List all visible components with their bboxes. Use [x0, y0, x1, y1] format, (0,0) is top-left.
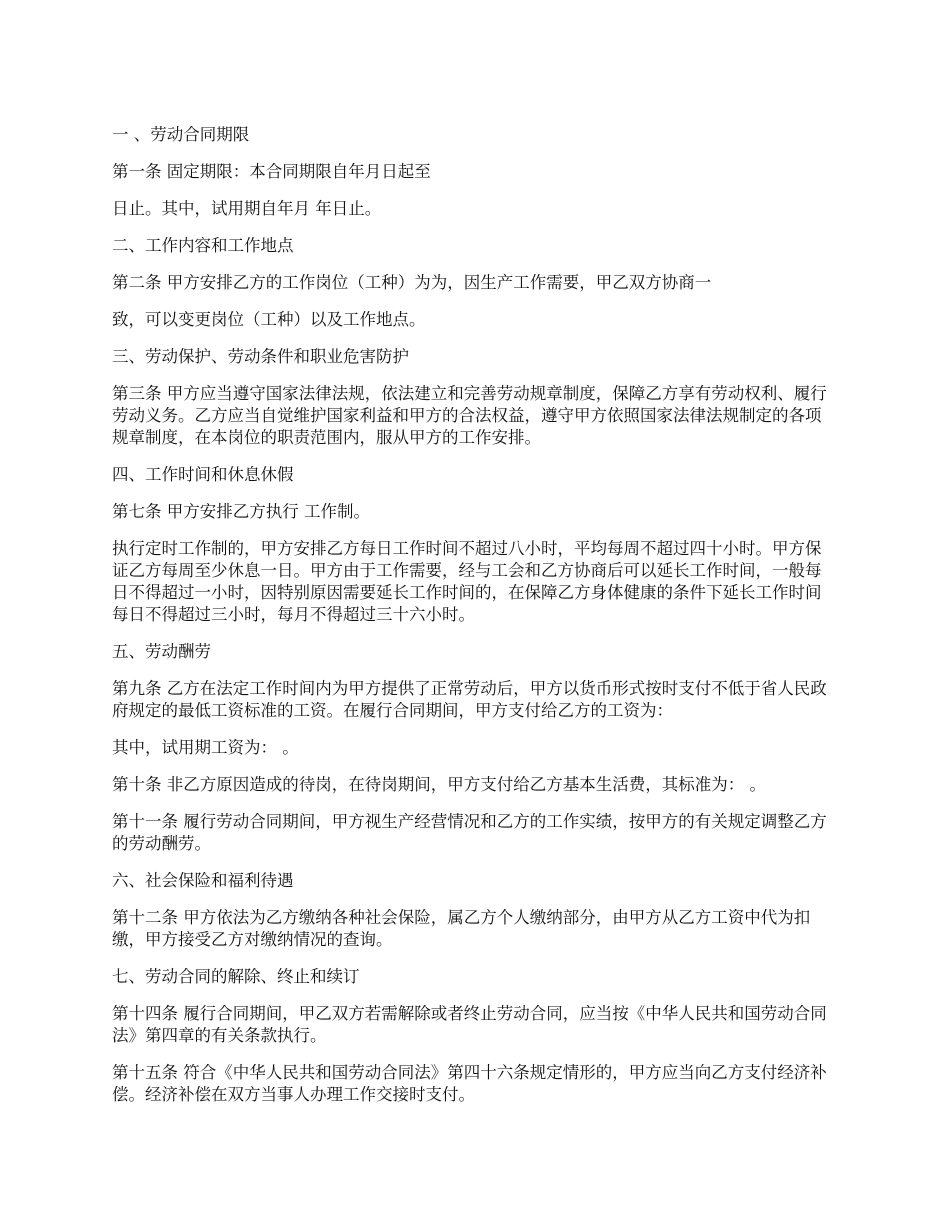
- article-2-line-2: 致，可以变更岗位（工种）以及工作地点。: [112, 310, 426, 329]
- probation-wage: 其中，试用期工资为： 。: [112, 738, 299, 757]
- article-1-line-2: 日止。其中，试用期自年月 年日止。: [112, 199, 382, 218]
- article-15: 第十五条 符合《中华人民共和国劳动合同法》第四十六条规定情形的，甲方应当向乙方支付经济补偿。经济补偿在双方当事人办理工作交接时支付。: [112, 1063, 827, 1104]
- section-heading-6: 六、社会保险和福利待遇: [112, 871, 294, 890]
- section-heading-2: 二、工作内容和工作地点: [112, 236, 294, 255]
- section-heading-1: 一 、劳动合同期限: [112, 125, 250, 144]
- article-2-line-1: 第二条 甲方安排乙方的工作岗位（工种）为为，因生产工作需要，甲乙双方协商一: [112, 273, 712, 292]
- article-12: 第十二条 甲方依法为乙方缴纳各种社会保险，属乙方个人缴纳部分，由甲方从乙方工资中代为扣缴，甲方接受乙方对缴纳情况的查询。: [112, 908, 811, 949]
- article-10: 第十条 非乙方原因造成的待岗，在待岗期间，甲方支付给乙方基本生活费，其标准为： 。: [112, 775, 766, 794]
- article-9: 第九条 乙方在法定工作时间内为甲方提供了正常劳动后，甲方以货币形式按时支付不低于省人民政府规定的最低工资标准的工资。在履行合同期间，甲方支付给乙方的工资为：: [112, 679, 827, 720]
- section-heading-5: 五、劳动酬劳: [112, 642, 211, 661]
- article-7: 第七条 甲方安排乙方执行 工作制。: [112, 502, 370, 521]
- section-heading-4: 四、工作时间和休息休假: [112, 465, 294, 484]
- section-heading-3: 三、劳动保护、劳动条件和职业危害防护: [112, 347, 409, 366]
- section-heading-7: 七、劳动合同的解除、终止和续订: [112, 967, 360, 986]
- working-hours-paragraph: 执行定时工作制的，甲方安排乙方每日工作时间不超过八小时，平均每周不超过四十小时。甲方保证乙方每周至少休息一日。甲方由于工作需要，经与工会和乙方协商后可以延长工作时间，一般每日不得超过一小时，因特别原因需要延长工作时间的，在保障乙方身体健康的条件下延长工作时间每日不得超过三小时，每月不得超过三十六小时。: [112, 539, 822, 624]
- article-11: 第十一条 履行劳动合同期间，甲方视生产经营情况和乙方的工作实绩，按甲方的有关规定调整乙方的劳动酬劳。: [112, 812, 827, 853]
- document-body: [112, 124, 832, 1121]
- article-1-line-1: 第一条 固定期限：本合同期限自年月日起至: [112, 162, 431, 181]
- article-3: 第三条 甲方应当遵守国家法律法规，依法建立和完善劳动规章制度，保障乙方享有劳动权利、履行劳动义务。乙方应当自觉维护国家利益和甲方的合法权益，遵守甲方依照国家法律法规制定的各项规章制度，在本岗位的职责范围内，服从甲方的工作安排。: [112, 384, 827, 447]
- article-14: 第十四条 履行合同期间，甲乙双方若需解除或者终止劳动合同，应当按《中华人民共和国劳动合同法》第四章的有关条款执行。: [112, 1004, 827, 1045]
